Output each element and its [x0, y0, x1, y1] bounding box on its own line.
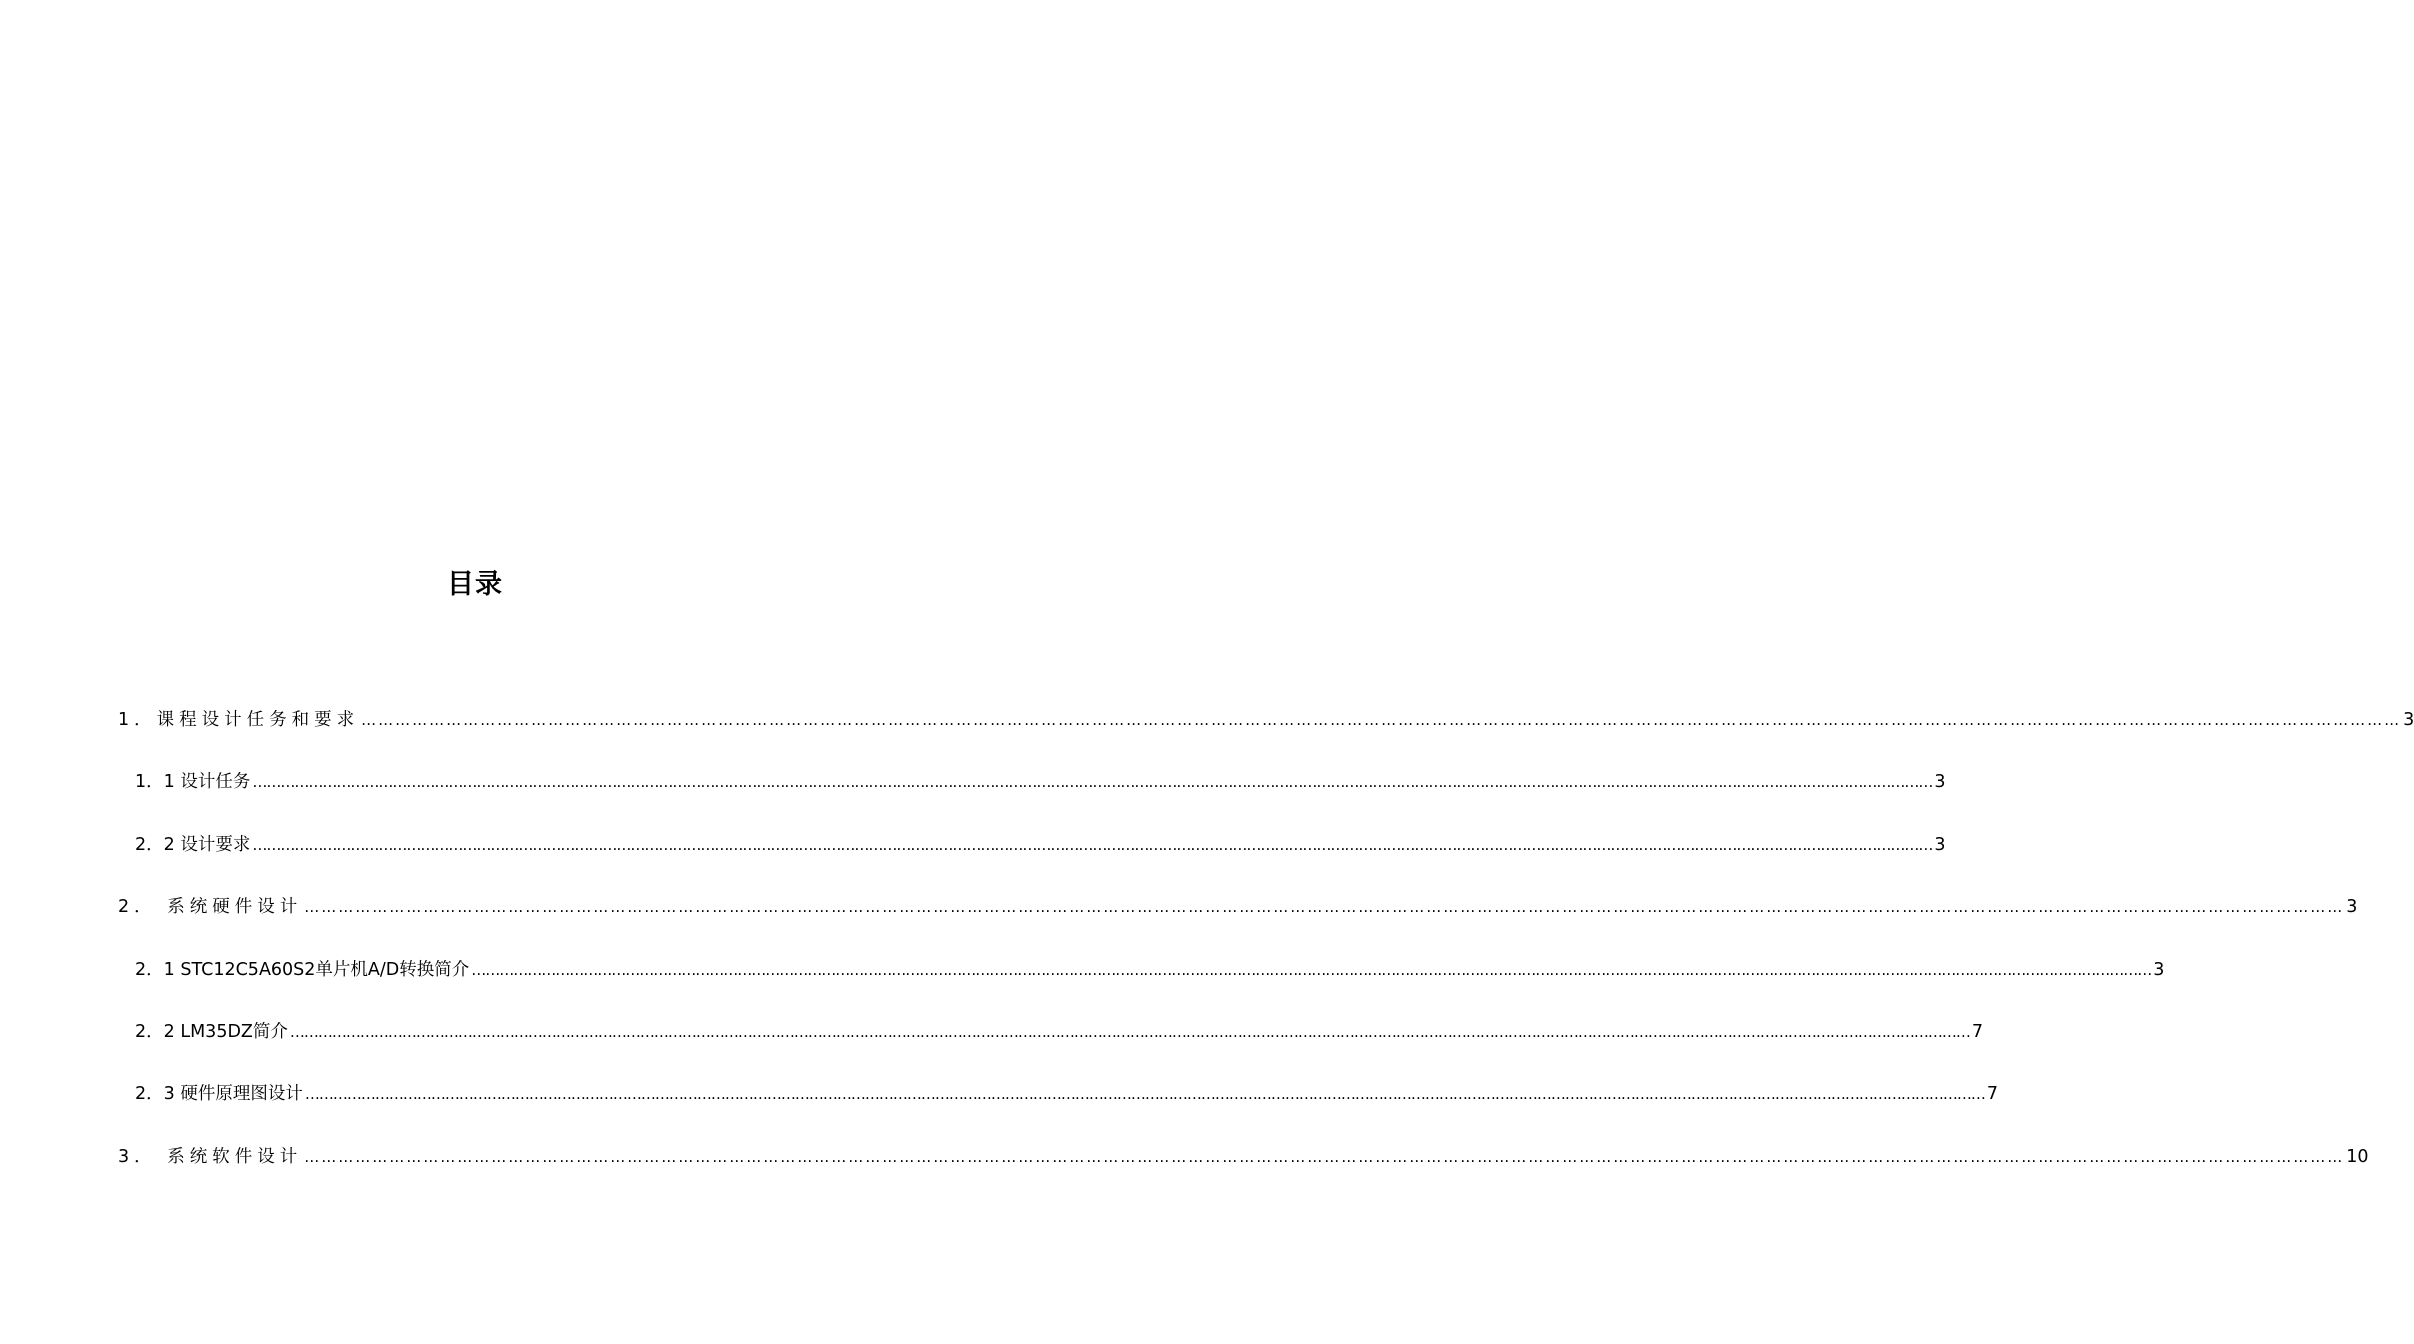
- toc-dot-leader: ………………………………………………………………………………………………………………………………………………………………………………………………………………………………………………………………………………………………………………………………: [471, 960, 2152, 979]
- toc-entry[interactable]: [118, 825, 1946, 887]
- toc-dot-leader: ………………………………………………………………………………………………………………………………………………………………………………………………………………………………………………………………………………………………………………………………: [304, 1147, 2345, 1166]
- toc-title: 目录: [447, 569, 503, 600]
- toc-entry-label: 1．课程设计任务和要求: [118, 710, 360, 730]
- toc-dot-leader: ………………………………………………………………………………………………………………………………………………………………………………………………………………………………………………………………………………………………………………………………: [361, 711, 2402, 729]
- toc-entry-page: 10: [2346, 1146, 2369, 1167]
- toc-entry-page: 3: [2153, 959, 2165, 980]
- toc-entry[interactable]: [118, 700, 2414, 762]
- toc-entry-label: 1．1 设计任务: [135, 772, 251, 793]
- toc-dot-leader: ………………………………………………………………………………………………………………………………………………………………………………………………………………………………………………………………………………………………………………………………: [289, 1022, 1970, 1041]
- toc-dot-leader: ………………………………………………………………………………………………………………………………………………………………………………………………………………………………………………………………………………………………………………………………: [252, 773, 1933, 792]
- toc-entry-page: 3: [1934, 772, 1946, 793]
- toc-dot-leader: ………………………………………………………………………………………………………………………………………………………………………………………………………………………………………………………………………………………………………………………………: [252, 835, 1933, 854]
- toc-entry-page: 7: [1986, 1084, 1998, 1105]
- toc-entry[interactable]: [118, 887, 2358, 949]
- toc-entry[interactable]: [118, 1012, 1984, 1074]
- toc-entry[interactable]: [118, 1137, 2369, 1199]
- toc-entry-label: 2．1 STC12C5A60S2单片机A/D转换简介: [135, 959, 470, 980]
- toc-entry-label: 2．3 硬件原理图设计: [135, 1084, 303, 1105]
- toc-entry-page: 7: [1971, 1021, 1984, 1042]
- toc-entry-label: 2．2 LM35DZ简介: [135, 1021, 288, 1042]
- toc-entry-label: 3． 系统软件设计: [118, 1146, 303, 1167]
- toc-entry-page: 3: [2346, 897, 2358, 918]
- table-of-contents: [118, 700, 2414, 1199]
- toc-dot-leader: ………………………………………………………………………………………………………………………………………………………………………………………………………………………………………………………………………………………………………………………………: [304, 898, 2345, 917]
- toc-entry[interactable]: [118, 950, 2165, 1012]
- toc-entry[interactable]: [118, 762, 1946, 824]
- toc-entry-page: 3: [1934, 834, 1946, 855]
- toc-entry-label: 2． 系统硬件设计: [118, 897, 303, 918]
- toc-entry-label: 2．2 设计要求: [135, 834, 251, 855]
- toc-entry[interactable]: [118, 1074, 1998, 1136]
- toc-entry-page: 3: [2403, 710, 2414, 730]
- toc-dot-leader: ………………………………………………………………………………………………………………………………………………………………………………………………………………………………………………………………………………………………………………………………: [304, 1085, 1985, 1104]
